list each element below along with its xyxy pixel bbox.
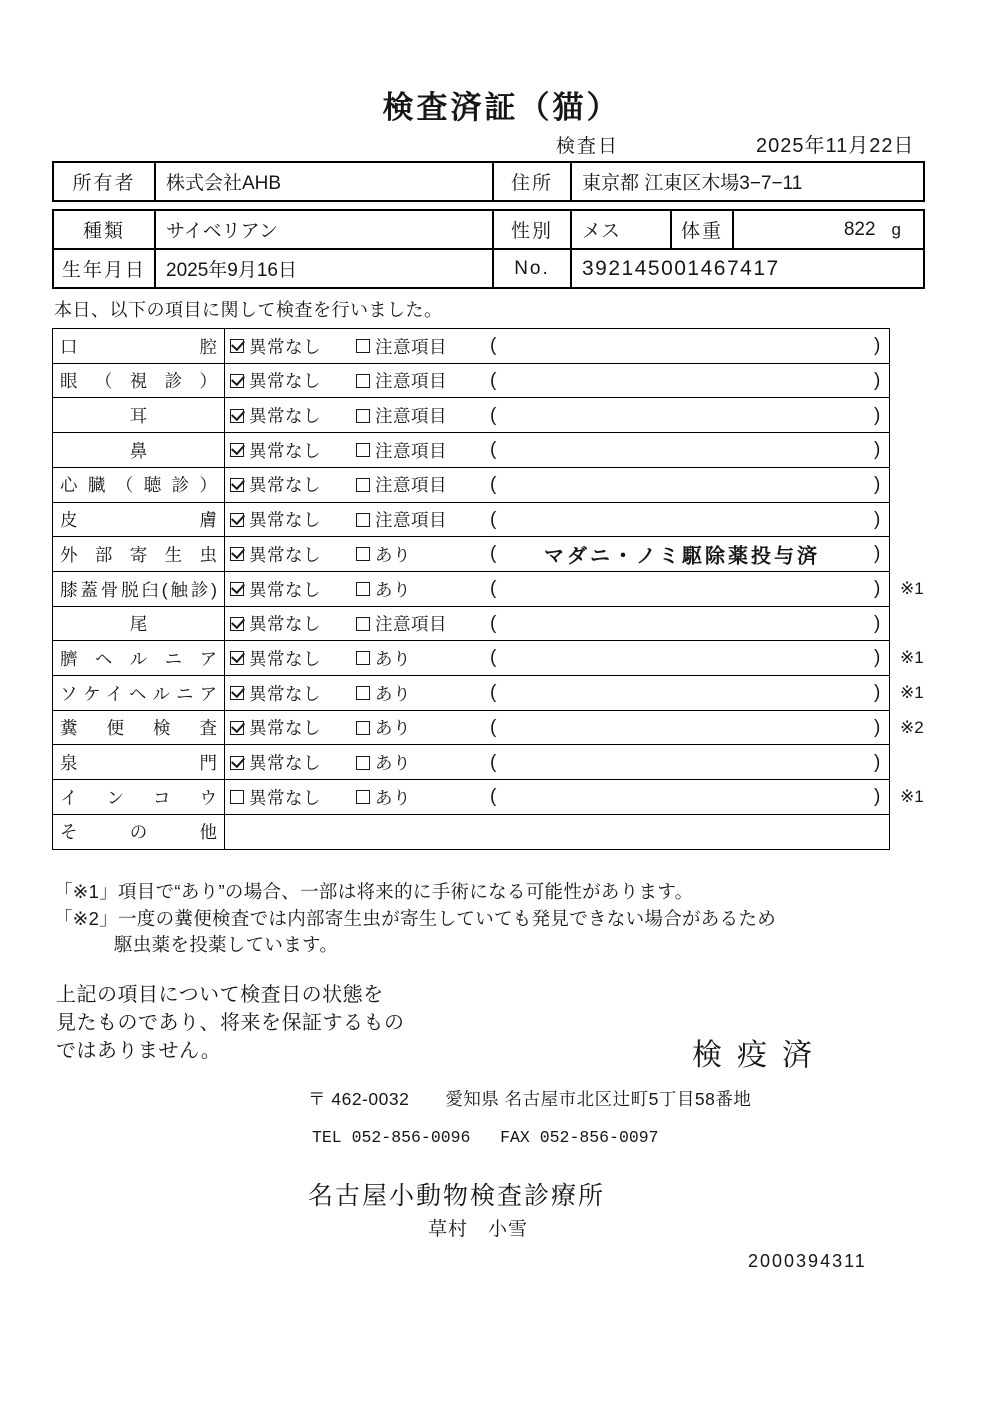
inspection-row [52, 675, 924, 711]
inspection-date-value: 2025年11月22日 [756, 135, 915, 157]
inspection-row-box [52, 640, 890, 676]
check-option-label: 異常なし [249, 510, 321, 531]
item-name-text: 皮膚 [60, 510, 217, 531]
inspection-row-box [52, 432, 890, 468]
inspection-row [52, 744, 890, 780]
item-name-cell [53, 503, 225, 537]
paren-close: ) [874, 612, 881, 634]
paren-close: ) [874, 404, 881, 426]
item-name-text: 糞便検査 [60, 718, 217, 739]
inspection-row-box [52, 328, 890, 364]
checked-checkbox-icon [230, 651, 244, 665]
inspection-row [52, 640, 924, 676]
paren-open: ( [490, 786, 497, 808]
item-note: マダニ・ノミ駆除薬投与済 [544, 545, 820, 568]
check-option [230, 364, 321, 398]
inspection-row-box [52, 606, 890, 642]
checked-checkbox-icon [230, 617, 244, 631]
inspection-row [52, 571, 924, 607]
inspection-row [52, 328, 890, 364]
check-option-label: 注意項目 [375, 510, 447, 531]
footnotes [54, 879, 776, 959]
paren-close: ) [874, 543, 881, 565]
item-name-text: 耳 [129, 406, 148, 427]
item-name-text: 鼻 [129, 440, 148, 461]
empty-checkbox-icon [356, 790, 370, 804]
paren-close: ) [874, 369, 881, 391]
item-name-text: ソケイヘルニア [60, 683, 217, 704]
paren-open: ( [490, 543, 497, 565]
item-name-cell [53, 676, 225, 710]
empty-checkbox-icon [356, 443, 370, 457]
quarantine-stamp: 検疫済 [692, 1039, 827, 1072]
item-name-text: 泉門 [60, 753, 217, 774]
inspection-row [52, 710, 924, 746]
check-option-label: あり [375, 683, 411, 704]
footnote-line: 「※1」項目で“あり”の場合、一部は将来的に手術になる可能性があります。 [54, 881, 694, 902]
check-option-label: 異常なし [249, 787, 321, 808]
item-name-cell [53, 641, 225, 675]
empty-checkbox-icon [356, 617, 370, 631]
paren-open: ( [490, 439, 497, 461]
check-option-label: 異常なし [249, 718, 321, 739]
footnote-line: 「※2」一度の糞便検査では内部寄生虫が寄生していても発見できない場合があるため [54, 907, 776, 929]
item-name-cell [53, 364, 225, 398]
inspection-row-box [52, 536, 890, 572]
item-name-text: 眼（視診） [60, 371, 217, 392]
paren-close: ) [874, 716, 881, 738]
check-option [356, 641, 411, 675]
empty-checkbox-icon [356, 513, 370, 527]
inspection-row [52, 363, 890, 399]
check-option-label: 異常なし [249, 371, 321, 392]
check-option [356, 780, 411, 814]
checked-checkbox-icon [230, 582, 244, 596]
checked-checkbox-icon [230, 686, 244, 700]
item-name-cell [53, 329, 225, 363]
inspection-row-box [52, 814, 890, 850]
clinic-name: 名古屋小動物検査診療所 [308, 1182, 606, 1210]
inspection-row [52, 606, 890, 642]
checked-checkbox-icon [230, 547, 244, 561]
paren-open: ( [490, 335, 497, 357]
paren-close: ) [874, 682, 881, 704]
paren-close: ) [874, 751, 881, 773]
check-option-label: 注意項目 [375, 336, 447, 357]
item-name-cell [53, 745, 225, 779]
address-label: 住所 [492, 163, 570, 200]
item-name-cell [53, 815, 225, 849]
paren-close: ) [874, 647, 881, 669]
no-label: No. [492, 250, 570, 287]
check-option [356, 607, 447, 641]
item-name-text: 口腔 [60, 336, 217, 357]
footnote-mark: ※1 [900, 579, 924, 599]
checked-checkbox-icon [230, 443, 244, 457]
paren-close: ) [874, 578, 881, 600]
check-option-label: 異常なし [249, 614, 321, 635]
check-option-label: 注意項目 [375, 475, 447, 496]
empty-checkbox-icon [356, 547, 370, 561]
checked-checkbox-icon [230, 478, 244, 492]
inspection-row [52, 467, 890, 503]
item-name-cell [53, 572, 225, 606]
empty-checkbox-icon [356, 651, 370, 665]
inspection-row-box [52, 744, 890, 780]
paren-open: ( [490, 647, 497, 669]
check-option-label: あり [375, 753, 411, 774]
check-option-label: 異常なし [249, 579, 321, 600]
paren-open: ( [490, 682, 497, 704]
check-option-label: 異常なし [249, 648, 321, 669]
empty-checkbox-icon [356, 409, 370, 423]
check-option-label: あり [375, 787, 411, 808]
paren-open: ( [490, 508, 497, 530]
check-option-label: あり [375, 718, 411, 739]
empty-checkbox-icon [356, 374, 370, 388]
item-name-text: 外部寄生虫 [60, 544, 217, 565]
inspection-row [52, 397, 890, 433]
inspection-items-table [52, 328, 924, 850]
inspection-row [52, 432, 890, 468]
microchip-number: 392145001467417 [570, 250, 923, 287]
inspection-row-box [52, 571, 890, 607]
check-option-label: あり [375, 648, 411, 669]
check-option [230, 329, 321, 363]
check-option [230, 398, 321, 432]
birthdate-label: 生年月日 [61, 260, 146, 281]
check-option [356, 398, 447, 432]
check-option [230, 745, 321, 779]
weight-unit: g [891, 219, 901, 239]
check-option [230, 711, 321, 745]
check-option-label: 注意項目 [375, 406, 447, 427]
empty-checkbox-icon [230, 790, 244, 804]
serial-number: 2000394311 [748, 1251, 867, 1271]
item-name-text: 心臓（聴診） [60, 475, 217, 496]
checked-checkbox-icon [230, 756, 244, 770]
inspection-row [52, 536, 890, 572]
check-option [356, 468, 447, 502]
paren-close: ) [874, 473, 881, 495]
empty-checkbox-icon [356, 582, 370, 596]
address-value: 東京都 江東区木場3−7−11 [570, 163, 923, 200]
check-option [356, 711, 411, 745]
footnote-mark: ※1 [900, 787, 924, 807]
check-option [356, 676, 411, 710]
inspection-date-label: 検査日 [556, 136, 620, 157]
paren-open: ( [490, 751, 497, 773]
footnote-mark: ※2 [900, 717, 924, 737]
birthdate-value: 2025年9月16日 [154, 250, 492, 287]
check-option-label: 異常なし [249, 440, 321, 461]
birthdate-row [54, 248, 923, 287]
disclaimer [56, 981, 405, 1065]
check-option-label: 異常なし [249, 475, 321, 496]
item-name-text: 膝蓋骨脱臼(触診) [60, 579, 217, 600]
footnote-line: 駆虫薬を投薬しています。 [114, 934, 339, 955]
breed-value: サイベリアン [154, 211, 492, 248]
check-option-label: 注意項目 [375, 371, 447, 392]
check-option [356, 433, 447, 467]
paren-open: ( [490, 369, 497, 391]
checked-checkbox-icon [230, 721, 244, 735]
paren-close: ) [874, 786, 881, 808]
inspection-row-box [52, 467, 890, 503]
disclaimer-line: 見たものであり、将来を保証するもの [56, 1012, 405, 1034]
check-option-label: あり [375, 579, 411, 600]
checked-checkbox-icon [230, 409, 244, 423]
check-option [230, 641, 321, 675]
checked-checkbox-icon [230, 339, 244, 353]
item-name-cell [53, 537, 225, 571]
check-option-label: 異常なし [249, 683, 321, 704]
pet-info-table [52, 209, 925, 289]
weight-cell [732, 211, 923, 248]
paren-open: ( [490, 473, 497, 495]
check-option [230, 607, 321, 641]
intro-text: 本日、以下の項目に関して検査を行いました。 [54, 300, 443, 320]
check-option-label: 異常なし [249, 544, 321, 565]
inspection-row [52, 814, 890, 850]
paren-close: ) [874, 439, 881, 461]
empty-checkbox-icon [356, 756, 370, 770]
clinic-tel-fax: TEL 052-856-0096 FAX 052-856-0097 [312, 1128, 659, 1147]
item-name-cell [53, 711, 225, 745]
inspection-row-box [52, 397, 890, 433]
empty-checkbox-icon [356, 721, 370, 735]
item-name-cell [53, 607, 225, 641]
footnote-mark: ※1 [900, 648, 924, 668]
clinic-postal-address: 〒 462-0032 愛知県 名古屋市北区辻町5丁目58番地 [308, 1089, 752, 1109]
check-option-label: 異常なし [249, 336, 321, 357]
check-option [356, 745, 411, 779]
empty-checkbox-icon [356, 339, 370, 353]
inspection-row-box [52, 710, 890, 746]
check-option-label: 注意項目 [375, 614, 447, 635]
check-option-label: 注意項目 [375, 440, 447, 461]
paren-open: ( [490, 404, 497, 426]
disclaimer-line: 上記の項目について検査日の状態を [56, 984, 384, 1006]
item-name-cell [53, 780, 225, 814]
breed-label: 種類 [82, 221, 125, 242]
owner-label: 所有者 [72, 173, 136, 194]
owner-value: 株式会社AHB [154, 163, 492, 200]
check-option [356, 503, 447, 537]
check-option [230, 537, 321, 571]
check-option [356, 537, 411, 571]
empty-checkbox-icon [356, 478, 370, 492]
paren-open: ( [490, 716, 497, 738]
inspection-row [52, 502, 890, 538]
check-option [356, 364, 447, 398]
paren-close: ) [874, 508, 881, 530]
checked-checkbox-icon [230, 374, 244, 388]
item-name-cell [53, 398, 225, 432]
check-option [230, 676, 321, 710]
sex-label: 性別 [492, 211, 570, 248]
check-option [230, 780, 321, 814]
owner-table [52, 161, 925, 202]
document-title: 検査済証（猫） [382, 90, 621, 125]
owner-row [54, 163, 923, 200]
check-option [230, 572, 321, 606]
inspection-row-box [52, 675, 890, 711]
check-option [230, 468, 321, 502]
check-option [356, 572, 411, 606]
check-option [230, 433, 321, 467]
check-option-label: あり [375, 544, 411, 565]
item-name-text: 臍ヘルニア [60, 648, 217, 669]
sex-value: メス [570, 211, 670, 248]
check-option [230, 503, 321, 537]
item-name-cell [53, 433, 225, 467]
item-name-text: 尾 [129, 614, 148, 635]
weight-label: 体重 [670, 211, 732, 248]
checked-checkbox-icon [230, 513, 244, 527]
inspection-row-box [52, 363, 890, 399]
inspection-row-box [52, 502, 890, 538]
inspection-row-box [52, 779, 890, 815]
breed-row [54, 211, 923, 248]
check-option [356, 329, 447, 363]
weight-value: 822 [843, 218, 876, 240]
empty-checkbox-icon [356, 686, 370, 700]
item-name-cell [53, 468, 225, 502]
check-option-label: 異常なし [249, 753, 321, 774]
paren-close: ) [874, 335, 881, 357]
footnote-mark: ※1 [900, 683, 924, 703]
paren-open: ( [490, 578, 497, 600]
disclaimer-line: ではありません。 [56, 1040, 222, 1062]
item-name-text: その他 [60, 822, 217, 843]
veterinarian-name: 草村 小雪 [428, 1219, 529, 1240]
check-option-label: 異常なし [249, 406, 321, 427]
item-name-text: インコウ [60, 787, 217, 808]
inspection-row [52, 779, 924, 815]
paren-open: ( [490, 612, 497, 634]
